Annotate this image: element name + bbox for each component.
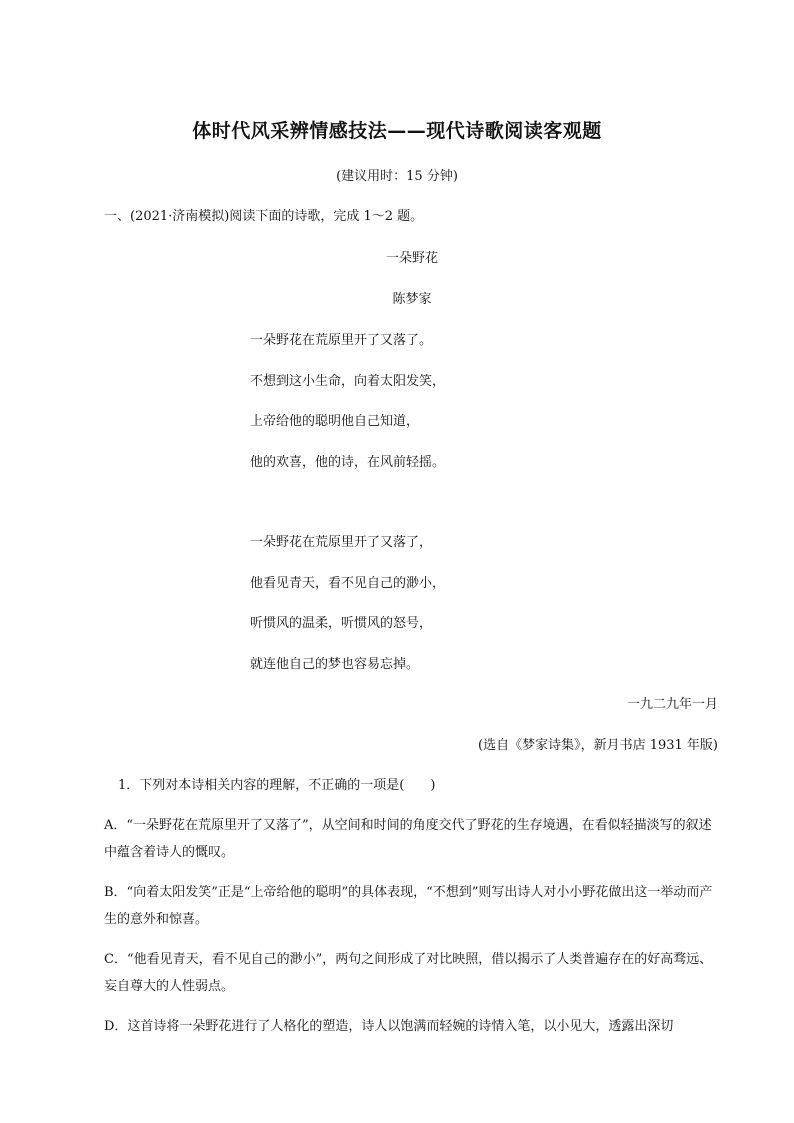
option-d: D．这首诗将一朵野花进行了人格化的塑造，诗人以饱满而轻婉的诗情入笔，以小见大，透露出深切 — [104, 1019, 674, 1034]
poem-line: 一朵野花在荒原里开了又落了， — [250, 535, 433, 550]
option-a: A．“一朵野花在荒原里开了又落了”，从空间和时间的角度交代了野花的生存境遇，在看似轻描淡写的叙述中蕴含着诗人的慨叹。 — [104, 818, 712, 860]
poem-date: 一九二九年一月 — [626, 697, 718, 712]
poem-author: 陈梦家 — [392, 292, 432, 307]
poem-title: 一朵野花 — [385, 251, 438, 266]
option-c: C．“他看见青天，看不见自己的渺小”，两句之间形成了对比映照，借以揭示了人类普遍存在的好高骛远、妄自尊大的人性弱点。 — [104, 952, 713, 994]
poem-source: (选自《梦家诗集》，新月书店 1931 年版) — [478, 738, 718, 753]
section-intro: 一、(2021·济南模拟)阅读下面的诗歌，完成 1～2 题。 — [104, 209, 424, 224]
poem-line: 一朵野花在荒原里开了又落了。 — [250, 333, 433, 348]
poem-line: 他看见青天，看不见自己的渺小， — [250, 576, 446, 591]
option-b: B．“向着太阳发笑”正是“上帝给他的聪明”的具体表现，“不想到”则写出诗人对小小野花做出这一举动而产生的意外和惊喜。 — [104, 885, 713, 927]
page-title: 体时代风采辨情感技法——现代诗歌阅读客观题 — [192, 120, 602, 142]
poem-line: 不想到这小生命，向着太阳发笑， — [250, 374, 446, 389]
time-suggestion: (建议用时：15 分钟) — [336, 169, 458, 184]
poem-line: 听惯风的温柔，听惯风的怒号， — [250, 616, 433, 631]
question-stem: 1．下列对本诗相关内容的理解，不正确的一项是( ) — [118, 778, 436, 793]
poem-line: 他的欢喜，他的诗，在风前轻摇。 — [250, 455, 446, 470]
poem-line: 就连他自己的梦也容易忘掉。 — [250, 657, 420, 672]
poem-line: 上帝给他的聪明他自己知道， — [250, 414, 420, 429]
